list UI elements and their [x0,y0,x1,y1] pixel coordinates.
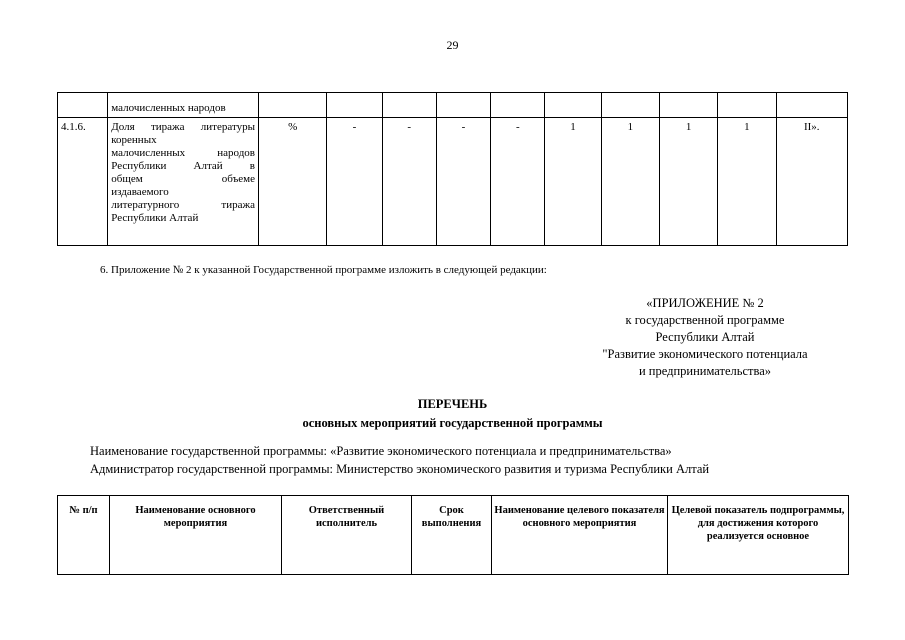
table-header-row [58,496,849,575]
value-cell [491,93,545,118]
appendix-line: «ПРИЛОЖЕНИЕ № 2 [646,296,764,310]
appendix-line: и предпринимательства» [638,364,772,378]
indicator-name-line: Республики Алтай [111,212,199,224]
indicator-name-line: Доля тиража литературы [111,121,255,133]
value-cell [382,93,436,118]
indicator-name-line: Республики Алтай в [111,160,255,172]
value-cell: 1 [659,118,717,246]
value-cell [327,93,382,118]
column-header: Целевой показатель подпрограммы, для достижения которого реализуется основное [668,496,849,575]
value-cell [545,93,601,118]
value-cell: - [491,118,545,246]
indicator-name-line: издаваемого [111,186,169,198]
document-subtitle: основных мероприятий государственной программы [302,416,603,430]
value-cell: 1 [718,118,776,246]
row-number-cell: 4.1.6. [58,118,108,246]
value-cell [601,93,659,118]
amendment-paragraph: 6. Приложение № 2 к указанной Государственной программе изложить в следующей редакции: [100,264,547,276]
value-cell: 1 [601,118,659,246]
appendix-header [560,295,850,380]
indicator-table [57,92,848,246]
value-cell [776,93,847,118]
value-cell [659,93,717,118]
value-cell [436,93,490,118]
unit-cell: % [259,118,327,246]
value-cell: - [382,118,436,246]
indicator-name-line: литературного тиража [111,199,255,211]
program-administrator: Администратор государственной программы: Министерство экономического развития и туризма Республики Алтай [90,462,710,476]
table-row [58,118,848,246]
value-cell: - [436,118,490,246]
column-header: Наименование основного мероприятия [110,496,282,575]
indicator-name-line: коренных [111,134,157,146]
program-name: Наименование государственной программы: «Развитие экономического потенциала и предпринимательства» [90,444,672,458]
column-header: Ответственный исполнитель [282,496,412,575]
column-header: Срок выполнения [412,496,492,575]
appendix-line: к государственной программе [625,313,785,327]
indicator-name-line: общем объеме [111,173,255,185]
table-row [58,93,848,118]
value-cell [718,93,776,118]
indicator-name-cell: малочисленных народов [108,93,259,118]
indicator-name-cell [108,118,259,246]
value-cell [259,93,327,118]
row-number-cell [58,93,108,118]
document-title: ПЕРЕЧЕНЬ [417,397,488,411]
value-cell: - [327,118,382,246]
column-header: № п/п [58,496,110,575]
appendix-line: Республики Алтай [655,330,755,344]
value-cell: II». [776,118,847,246]
value-cell: 1 [545,118,601,246]
page-number: 29 [446,38,459,52]
indicator-name-line: малочисленных народов [111,147,255,159]
activities-table [57,495,849,575]
column-header: Наименование целевого показателя основного мероприятия [492,496,668,575]
appendix-line: "Развитие экономического потенциала [602,347,808,361]
